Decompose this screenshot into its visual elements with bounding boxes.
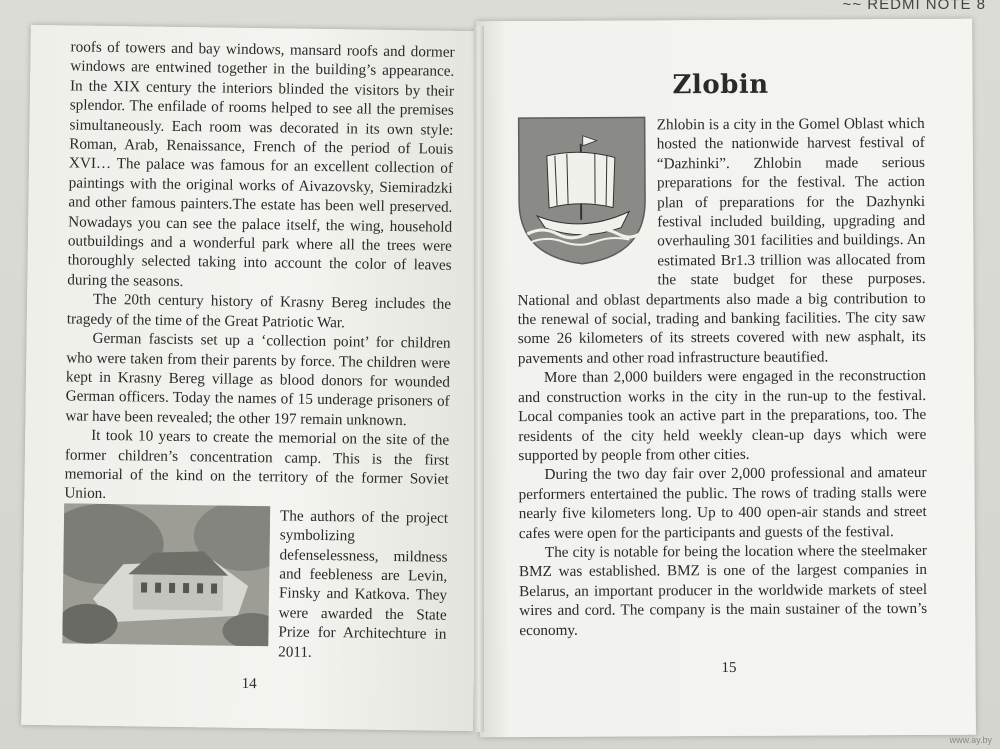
page-number: 15 <box>721 659 737 677</box>
coat-of-arms-image <box>517 115 648 271</box>
paragraph: The city is notable for being the location where the steelmaker BMZ was established. BMZ is one of the largest companies in Belarus, an important producer in the worldwide markets of steel wires and cord. The company is the main sustainer of the town’s economy. <box>518 541 928 639</box>
paragraph: More than 2,000 builders were engaged in the reconstruction and construction works in the city in the run-up to the festival. Local companies took an active part in the preparations, too. The residents of the city held weekly clean-up days which were supported by people from other cities. <box>518 367 927 464</box>
paragraph: Zhlobin is a city in the Gomel Oblast which hosted the nationwide harvest festival of “Dazhinki”. Zhlobin made serious preparations for the festival. The action plan of preparations for the Dazhynki festival included building, upgrading and overhauling 301 facilities and buildings. An estimated Br1.3 trillion was allocated from the state budget for these purposes. National and oblast departments also made a big contribution to the renewal of social, trading and banking facilities. The city saw some 26 kilometers of its streets covered with new asphalt, its pavements and other road infrastructure beautified. <box>517 114 926 367</box>
paragraph: roofs of towers and bay windows, mansard roofs and dormer windows are entwined together in the building’s appearance. In the XIX century the interiors blinded the visitors by their splendor. The enfilade of rooms helped to see all the premises simultaneously. Each room was decorated in its own style: Roman, Arab, Renaissance, French of the period of Louis XVI… The palace was famous for an excellent collection of paintings with the original works of Aivazovsky, Siemiradzki and other famous painters.The estate has been well preserved. Nowadays you can see the palace itself, the wing, household outbuildings and a wonderful park where all the trees were thoroughly selected taking into account the color of leaves during the seasons. <box>67 38 455 290</box>
paragraph: It took 10 years to create the memorial on the site of the former children’s concentration camp. This is the first memorial of the kind on the territory of the former Soviet Union. <box>64 426 450 503</box>
paragraph: During the two day fair over 2,000 professional and amateur performers entertained the public. The rows of trading stalls were nearly five kilometers long. Up to 400 open-air stands and street cafes were open for the participants and guests of the festival. <box>518 464 927 542</box>
right-page <box>476 19 976 738</box>
site-watermark: www.ay.by <box>949 735 992 745</box>
page-title: Zlobin <box>672 69 769 101</box>
paragraph: The authors of the project symbolizing defenselessness, mildness and feebleness are Levin, Finsky and Katkova. They were awarded the State Prize for Architechture in 2011. <box>278 507 449 661</box>
memorial-photo <box>62 503 270 646</box>
left-page-text <box>62 37 455 663</box>
book-spine <box>474 26 484 732</box>
left-page <box>21 25 483 731</box>
right-page-text <box>517 114 928 640</box>
phone-watermark-label: ~~ REDMI NOTE 8 <box>842 0 986 13</box>
paragraph: The 20th century history of Krasny Bereg includes the tragedy of the time of the Great Patriotic War. <box>66 291 452 331</box>
paragraph: German fascists set up a ‘collection point’ for children who were taken from their parents by force. The children were kept in Krasny Bereg village as blood donors for wounded German officers. Today the names of 15 underage prisoners of war have been revealed; the other 197 remain unknown. <box>65 329 451 429</box>
page-number: 14 <box>241 675 257 693</box>
ship-icon <box>517 115 648 266</box>
